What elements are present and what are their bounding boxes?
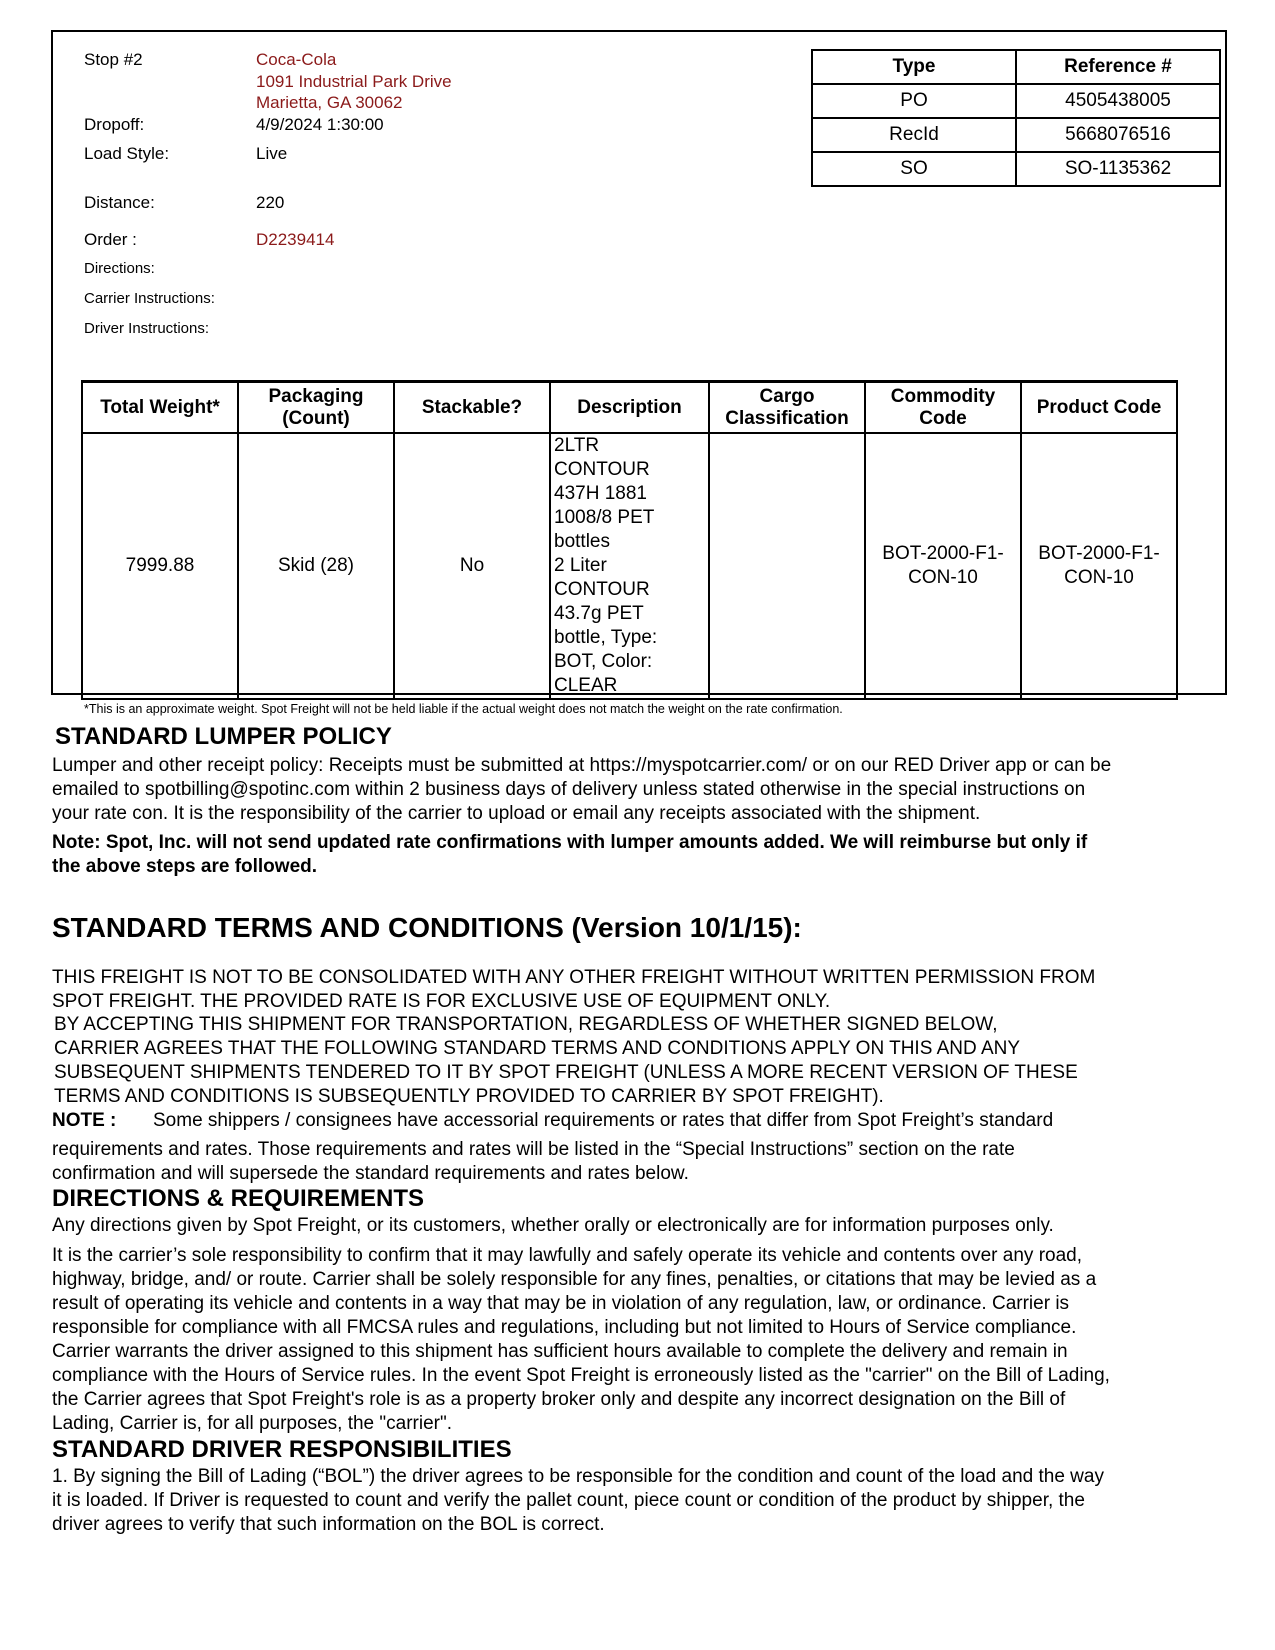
packaging-cell: Skid (28) [238, 433, 394, 699]
directions-paragraph-line: compliance with the Hours of Service rules. In the event Spot Freight is erroneously listed as the "carrier" on the Bill of Lading, [52, 1365, 1110, 1386]
stop-address-2: Marietta, GA 30062 [256, 93, 403, 112]
cargo-header-row [82, 382, 1177, 434]
description-line: 1008/8 PET [554, 507, 655, 528]
header-cargo-classification [709, 382, 865, 434]
weight-footnote: *This is an approximate weight. Spot Freight will not be held liable if the actual weight does not match the weight on the rate confirmation. [84, 702, 843, 716]
directions-heading: DIRECTIONS & REQUIREMENTS [52, 1185, 425, 1212]
stop-label: Stop #2 [84, 50, 143, 69]
product-code-line: BOT-2000-F1- [1038, 543, 1160, 564]
terms-note-line: requirements and rates. Those requirements and rates will be listed in the “Special Instructions” section on the rate [52, 1139, 1015, 1160]
header-line: Product Code [1036, 396, 1162, 418]
terms-paragraph-line: SPOT FREIGHT. THE PROVIDED RATE IS FOR EXCLUSIVE USE OF EQUIPMENT ONLY. [52, 991, 831, 1012]
driver-responsibilities-heading: STANDARD DRIVER RESPONSIBILITIES [52, 1436, 512, 1463]
header-stackable [394, 382, 550, 434]
header-line: Classification [725, 407, 849, 429]
reference-row [812, 152, 1220, 186]
lumper-policy-line: Lumper and other receipt policy: Receipts must be submitted at https://myspotcarrier.com/ or on our RED Driver app or can be [52, 755, 1112, 776]
dropoff-label: Dropoff: [84, 115, 145, 134]
lumper-note-line: Note: Spot, Inc. will not send updated rate confirmations with lumper amounts added. We will reimburse but only if [52, 832, 1088, 853]
directions-paragraph-line: responsible for compliance with all FMCSA rules and regulations, including but not limited to Hours of Service compliance. [52, 1317, 1077, 1338]
driver-responsibilities-line: 1. By signing the Bill of Lading (“BOL”) the driver agrees to be responsible for the condition and count of the load and the way [52, 1466, 1104, 1487]
terms-paragraph-line: SUBSEQUENT SHIPMENTS TENDERED TO IT BY SPOT FREIGHT (UNLESS A MORE RECENT VERSION OF THESE [54, 1062, 1078, 1083]
terms-paragraph-line: BY ACCEPTING THIS SHIPMENT FOR TRANSPORTATION, REGARDLESS OF WHETHER SIGNED BELOW, [54, 1014, 998, 1035]
description-line: 2 Liter [554, 555, 607, 576]
header-commodity-code [865, 382, 1021, 434]
order-label: Order : [84, 230, 137, 249]
total-weight-cell: 7999.88 [82, 433, 238, 699]
product-code-line: CON-10 [1064, 567, 1134, 588]
directions-paragraph-line: Carrier warrants the driver assigned to this shipment has sufficient hours available to complete the delivery and remain in [52, 1341, 1068, 1362]
reference-header-type: Type [812, 50, 1016, 84]
distance-label: Distance: [84, 193, 155, 212]
description-line: 437H 1881 [554, 483, 647, 504]
directions-paragraph-line: result of operating its vehicle and contents in a way that may be in violation of any regulation, law, or ordinance. Carrier is [52, 1293, 1070, 1314]
reference-number: SO-1135362 [1016, 152, 1220, 186]
header-line: Description [577, 396, 682, 418]
header-product-code [1021, 382, 1177, 434]
header-line: (Count) [282, 407, 350, 429]
product-code-cell [1021, 433, 1177, 699]
reference-row [812, 84, 1220, 118]
commodity-code-cell [865, 433, 1021, 699]
description-line: CONTOUR [554, 579, 650, 600]
directions-paragraph-line: It is the carrier’s sole responsibility to confirm that it may lawfully and safely operate its vehicle and contents over any road, [52, 1245, 1083, 1266]
stackable-cell: No [394, 433, 550, 699]
header-line: Total Weight* [100, 396, 220, 418]
terms-heading: STANDARD TERMS AND CONDITIONS (Version 10/1/15): [52, 912, 802, 943]
header-line: Cargo [759, 385, 815, 407]
description-line: 2LTR [554, 435, 600, 456]
header-line: Stackable? [421, 396, 523, 418]
description-line: bottles [554, 531, 610, 552]
reference-table [811, 49, 1221, 187]
reference-type: PO [812, 84, 1016, 118]
reference-row [812, 118, 1220, 152]
dropoff-value: 4/9/2024 1:30:00 [256, 115, 384, 134]
lumper-policy-line: emailed to spotbilling@spotinc.com within 2 business days of delivery unless stated otherwise in the special instructions on [52, 779, 1086, 800]
terms-note-line: confirmation and will supersede the standard requirements and rates below. [52, 1163, 689, 1184]
header-description [550, 382, 709, 434]
driver-responsibilities-line: it is loaded. If Driver is requested to count and verify the pallet count, piece count or condition of the product by shipper, the [52, 1490, 1085, 1511]
reference-number: 4505438005 [1016, 84, 1220, 118]
order-number: D2239414 [256, 230, 335, 249]
description-line: BOT, Color: [554, 651, 653, 672]
lumper-note-line: the above steps are followed. [52, 856, 318, 877]
lumper-policy-heading: STANDARD LUMPER POLICY [55, 723, 392, 750]
cargo-classification-cell [709, 433, 865, 699]
terms-note-label: NOTE : [52, 1110, 117, 1131]
description-line: CLEAR [554, 675, 618, 696]
description-cell [550, 433, 709, 699]
directions-paragraph-line: highway, bridge, and/ or route. Carrier shall be solely responsible for any fines, penalties, or citations that may be levied as a [52, 1269, 1097, 1290]
reference-type: SO [812, 152, 1016, 186]
directions-paragraph-line: the Carrier agrees that Spot Freight's role is as a property broker only and despite any incorrect designation on the Bill of [52, 1389, 1066, 1410]
reference-number: 5668076516 [1016, 118, 1220, 152]
header-line: Commodity [890, 385, 996, 407]
header-packaging [238, 382, 394, 434]
terms-note-line: Some shippers / consignees have accessorial requirements or rates that differ from Spot Freight’s standard [153, 1110, 1054, 1131]
cargo-table [81, 380, 1178, 700]
description-line: CONTOUR [554, 459, 650, 480]
commodity-code-line: CON-10 [908, 567, 978, 588]
carrier-instructions-label: Carrier Instructions: [84, 290, 215, 307]
terms-paragraph-line: TERMS AND CONDITIONS IS SUBSEQUENTLY PROVIDED TO CARRIER BY SPOT FREIGHT). [54, 1086, 884, 1107]
commodity-code-line: BOT-2000-F1- [882, 543, 1004, 564]
load-style-value: Live [256, 144, 288, 163]
header-line: Code [919, 407, 967, 429]
cargo-row [82, 433, 1177, 699]
driver-instructions-label: Driver Instructions: [84, 320, 210, 337]
directions-paragraph-line: Lading, Carrier is, for all purposes, the "carrier". [52, 1413, 452, 1434]
stop-name: Coca-Cola [256, 50, 337, 69]
terms-paragraph-line: CARRIER AGREES THAT THE FOLLOWING STANDARD TERMS AND CONDITIONS APPLY ON THIS AND ANY [54, 1038, 1021, 1059]
reference-header-row [812, 50, 1220, 84]
distance-value: 220 [256, 193, 285, 212]
directions-label: Directions: [84, 260, 155, 277]
lumper-policy-line: your rate con. It is the responsibility of the carrier to upload or email any receipts associated with the shipment. [52, 803, 981, 824]
reference-type: RecId [812, 118, 1016, 152]
description-line: bottle, Type: [554, 627, 658, 648]
load-style-label: Load Style: [84, 144, 170, 163]
terms-paragraph-line: THIS FREIGHT IS NOT TO BE CONSOLIDATED WITH ANY OTHER FREIGHT WITHOUT WRITTEN PERMISSION FROM [52, 967, 1096, 988]
reference-header-number: Reference # [1016, 50, 1220, 84]
directions-line: Any directions given by Spot Freight, or its customers, whether orally or electronically are for information purposes only. [52, 1215, 1054, 1236]
stop-address-1: 1091 Industrial Park Drive [256, 72, 452, 91]
description-line: 43.7g PET [554, 603, 644, 624]
header-total-weight [82, 382, 238, 434]
driver-responsibilities-line: driver agrees to verify that such information on the BOL is correct. [52, 1514, 605, 1535]
header-line: Packaging [268, 385, 364, 407]
